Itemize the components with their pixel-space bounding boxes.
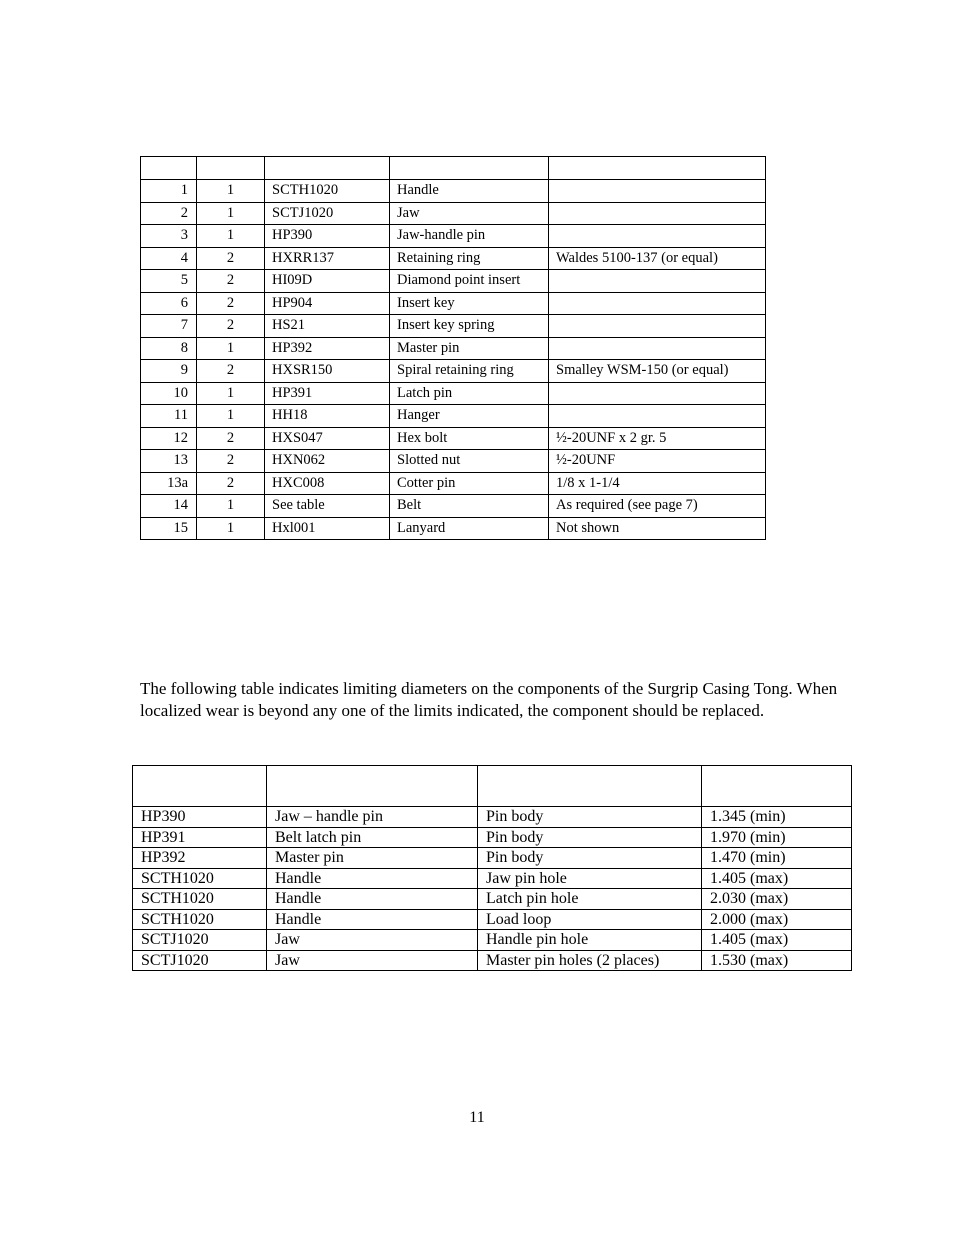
note-cell: 1/8 x 1-1/4: [549, 472, 766, 495]
page-number: 11: [469, 1109, 485, 1126]
feature-cell: Pin body: [478, 848, 702, 869]
description-cell: Handle: [390, 180, 549, 203]
description-cell: Latch pin: [390, 382, 549, 405]
limit-diameter-cell: 2.000 (max): [702, 909, 852, 930]
note-cell: Smalley WSM-150 (or equal): [549, 360, 766, 383]
quantity-cell: 2: [197, 247, 265, 270]
description-cell: Retaining ring: [390, 247, 549, 270]
parts-table-row: [141, 382, 766, 405]
limit-diameter-cell: 1.470 (min): [702, 848, 852, 869]
component-name-cell: Jaw: [267, 930, 478, 951]
item-number-cell: 11: [141, 405, 197, 428]
item-number-cell: 5: [141, 270, 197, 293]
limits-table-row: [133, 889, 852, 910]
description-cell: Jaw-handle pin: [390, 225, 549, 248]
part-number-cell: SCTH1020: [133, 909, 267, 930]
parts-table-row: [141, 315, 766, 338]
part-number-cell: SCTH1020: [265, 180, 390, 203]
parts-table-row: [141, 450, 766, 473]
quantity-cell: 2: [197, 270, 265, 293]
description-cell: Cotter pin: [390, 472, 549, 495]
note-cell: [549, 315, 766, 338]
description-cell: Diamond point insert: [390, 270, 549, 293]
description-cell: Insert key spring: [390, 315, 549, 338]
item-number-cell: 15: [141, 517, 197, 540]
limits-table-row: [133, 868, 852, 889]
parts-table-row: [141, 517, 766, 540]
component-name-cell: Jaw – handle pin: [267, 807, 478, 828]
parts-list-table: [140, 156, 766, 540]
limits-table-row: [133, 950, 852, 971]
wear-limits-table: [132, 765, 852, 971]
part-number-cell: HXC008: [265, 472, 390, 495]
quantity-cell: 2: [197, 427, 265, 450]
feature-cell: Jaw pin hole: [478, 868, 702, 889]
quantity-cell: 1: [197, 337, 265, 360]
limits-table-row: [133, 930, 852, 951]
limits-table-header-row: [133, 766, 852, 807]
quantity-cell: 1: [197, 225, 265, 248]
note-cell: [549, 270, 766, 293]
quantity-cell: 1: [197, 180, 265, 203]
note-cell: [549, 292, 766, 315]
note-cell: [549, 225, 766, 248]
limit-diameter-cell: 1.530 (max): [702, 950, 852, 971]
parts-table-row: [141, 225, 766, 248]
description-cell: Spiral retaining ring: [390, 360, 549, 383]
part-number-cell: HXSR150: [265, 360, 390, 383]
parts-header-cell: [141, 157, 197, 180]
limits-header-cell: [267, 766, 478, 807]
limit-diameter-cell: 1.345 (min): [702, 807, 852, 828]
item-number-cell: 9: [141, 360, 197, 383]
part-number-cell: HP390: [133, 807, 267, 828]
part-number-cell: HS21: [265, 315, 390, 338]
parts-table-row: [141, 405, 766, 428]
quantity-cell: 2: [197, 292, 265, 315]
feature-cell: Load loop: [478, 909, 702, 930]
description-cell: Belt: [390, 495, 549, 518]
part-number-cell: SCTH1020: [133, 868, 267, 889]
part-number-cell: HP391: [265, 382, 390, 405]
item-number-cell: 12: [141, 427, 197, 450]
part-number-cell: See table: [265, 495, 390, 518]
part-number-cell: SCTJ1020: [265, 202, 390, 225]
part-number-cell: HXN062: [265, 450, 390, 473]
limits-header-cell: [133, 766, 267, 807]
note-cell: As required (see page 7): [549, 495, 766, 518]
parts-header-cell: [197, 157, 265, 180]
component-name-cell: Master pin: [267, 848, 478, 869]
component-name-cell: Handle: [267, 889, 478, 910]
item-number-cell: 1: [141, 180, 197, 203]
description-cell: Hex bolt: [390, 427, 549, 450]
part-number-cell: SCTJ1020: [133, 930, 267, 951]
part-number-cell: HP392: [265, 337, 390, 360]
quantity-cell: 1: [197, 202, 265, 225]
quantity-cell: 1: [197, 382, 265, 405]
quantity-cell: 2: [197, 315, 265, 338]
note-cell: ½-20UNF: [549, 450, 766, 473]
item-number-cell: 3: [141, 225, 197, 248]
note-cell: ½-20UNF x 2 gr. 5: [549, 427, 766, 450]
item-number-cell: 13a: [141, 472, 197, 495]
note-cell: [549, 337, 766, 360]
parts-table-row: [141, 337, 766, 360]
part-number-cell: HP391: [133, 827, 267, 848]
part-number-cell: HP904: [265, 292, 390, 315]
description-cell: Master pin: [390, 337, 549, 360]
feature-cell: Pin body: [478, 807, 702, 828]
item-number-cell: 7: [141, 315, 197, 338]
parts-table-row: [141, 292, 766, 315]
quantity-cell: 2: [197, 472, 265, 495]
note-cell: [549, 405, 766, 428]
description-cell: Jaw: [390, 202, 549, 225]
feature-cell: Pin body: [478, 827, 702, 848]
limit-diameter-cell: 1.405 (max): [702, 868, 852, 889]
note-cell: [549, 382, 766, 405]
quantity-cell: 1: [197, 405, 265, 428]
item-number-cell: 6: [141, 292, 197, 315]
limits-table-row: [133, 848, 852, 869]
note-cell: Waldes 5100-137 (or equal): [549, 247, 766, 270]
feature-cell: Latch pin hole: [478, 889, 702, 910]
limits-table-row: [133, 807, 852, 828]
limit-diameter-cell: 2.030 (max): [702, 889, 852, 910]
component-name-cell: Handle: [267, 868, 478, 889]
limits-table-row: [133, 909, 852, 930]
quantity-cell: 2: [197, 360, 265, 383]
note-cell: [549, 202, 766, 225]
quantity-cell: 2: [197, 450, 265, 473]
part-number-cell: SCTJ1020: [133, 950, 267, 971]
parts-table-row: [141, 360, 766, 383]
parts-table-row: [141, 495, 766, 518]
parts-table-row: [141, 180, 766, 203]
item-number-cell: 2: [141, 202, 197, 225]
part-number-cell: HP390: [265, 225, 390, 248]
feature-cell: Master pin holes (2 places): [478, 950, 702, 971]
parts-table-row: [141, 202, 766, 225]
part-number-cell: HXRR137: [265, 247, 390, 270]
component-name-cell: Handle: [267, 909, 478, 930]
limits-header-cell: [702, 766, 852, 807]
limit-diameter-cell: 1.405 (max): [702, 930, 852, 951]
note-cell: Not shown: [549, 517, 766, 540]
limits-header-cell: [478, 766, 702, 807]
limits-table-row: [133, 827, 852, 848]
parts-header-cell: [265, 157, 390, 180]
item-number-cell: 8: [141, 337, 197, 360]
component-name-cell: Belt latch pin: [267, 827, 478, 848]
parts-header-cell: [390, 157, 549, 180]
parts-table-row: [141, 427, 766, 450]
item-number-cell: 13: [141, 450, 197, 473]
part-number-cell: Hxl001: [265, 517, 390, 540]
description-cell: Hanger: [390, 405, 549, 428]
part-number-cell: HH18: [265, 405, 390, 428]
parts-table-header-row: [141, 157, 766, 180]
part-number-cell: HI09D: [265, 270, 390, 293]
item-number-cell: 4: [141, 247, 197, 270]
component-name-cell: Jaw: [267, 950, 478, 971]
part-number-cell: SCTH1020: [133, 889, 267, 910]
item-number-cell: 14: [141, 495, 197, 518]
description-cell: Lanyard: [390, 517, 549, 540]
parts-table-row: [141, 472, 766, 495]
parts-table-row: [141, 270, 766, 293]
parts-header-cell: [549, 157, 766, 180]
limit-diameter-cell: 1.970 (min): [702, 827, 852, 848]
quantity-cell: 1: [197, 495, 265, 518]
item-number-cell: 10: [141, 382, 197, 405]
note-cell: [549, 180, 766, 203]
intro-paragraph: The following table indicates limiting diameters on the components of the Surgrip Casing Tong. When localized wear is beyond any one of the limits indicated, the component should be replaced.: [140, 679, 838, 720]
part-number-cell: HXS047: [265, 427, 390, 450]
parts-table-row: [141, 247, 766, 270]
quantity-cell: 1: [197, 517, 265, 540]
feature-cell: Handle pin hole: [478, 930, 702, 951]
part-number-cell: HP392: [133, 848, 267, 869]
description-cell: Insert key: [390, 292, 549, 315]
description-cell: Slotted nut: [390, 450, 549, 473]
